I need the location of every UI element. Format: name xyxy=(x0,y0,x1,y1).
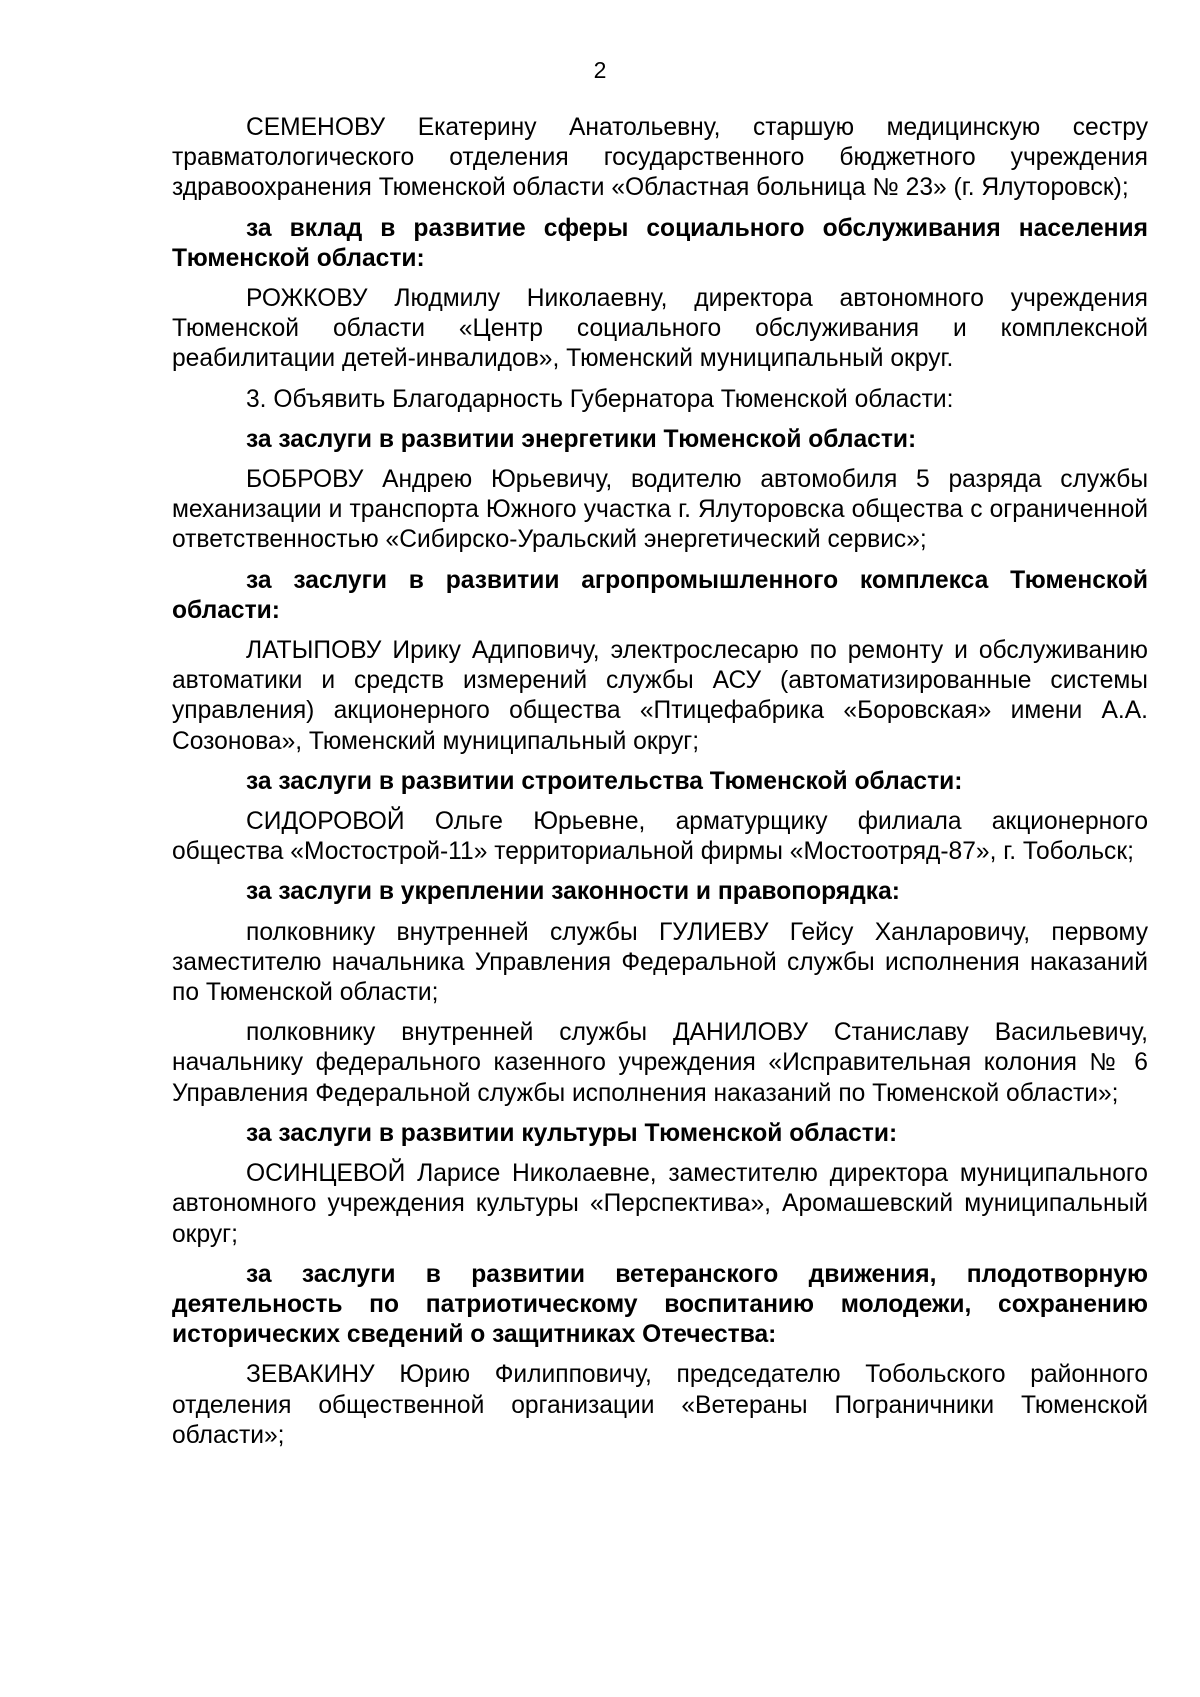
section-heading-culture: за заслуги в развитии культуры Тюменской области: xyxy=(246,1119,898,1147)
section-heading-agro: за заслуги в развитии агропромышленного комплекса Тюменской области: xyxy=(172,566,1148,624)
document-body xyxy=(172,113,1148,1461)
paragraph-rozhkova: РОЖКОВУ Людмилу Николаевну, директора автономного учреждения Тюменской области «Центр социального обслуживания и комплексной реабилитации детей-инвалидов», Тюменский муниципальный округ. xyxy=(172,285,1148,373)
paragraph-latypov: ЛАТЫПОВУ Ирику Адиповичу, электрослесарю по ремонту и обслуживанию автоматики и средств измерений службы АСУ (автоматизированные системы управления) акционерного общества «Птицефабрика «Боровская» имени А.А. Созонова», Тюменский муниципальный округ; xyxy=(172,637,1148,755)
paragraph-guliev: полковнику внутренней службы ГУЛИЕВУ Гейсу Ханларовичу, первому заместителю начальника Управления Федеральной службы исполнения наказаний по Тюменской области; xyxy=(172,918,1148,1007)
section-heading-social-services: за вклад в развитие сферы социального обслуживания населения Тюменской области: xyxy=(172,214,1148,272)
paragraph-zevakin: ЗЕВАКИНУ Юрию Филипповичу, председателю Тобольского районного отделения общественной организации «Ветераны Пограничники Тюменской области»; xyxy=(172,1361,1148,1449)
paragraph-sidorova: СИДОРОВОЙ Ольге Юрьевне, арматурщику филиала акционерного общества «Мостострой-11» территориальной фирмы «Мостоотряд-87», г. Тобольск; xyxy=(172,808,1148,866)
section-heading-construction: за заслуги в развитии строительства Тюменской области: xyxy=(246,767,963,795)
paragraph-semenova: СЕМЕНОВУ Екатерину Анатольевну, старшую медицинскую сестру травматологического отделения государственного бюджетного учреждения здравоохранения Тюменской области «Областная больница № 23» (г. Ялуторовск); xyxy=(172,114,1148,202)
paragraph-item-3: 3. Объявить Благодарность Губернатора Тюменской области: xyxy=(246,385,954,413)
section-heading-law: за заслуги в укреплении законности и правопорядка: xyxy=(246,878,900,906)
page-number: 2 xyxy=(593,57,607,83)
section-heading-energy: за заслуги в развитии энергетики Тюменской области: xyxy=(246,425,917,453)
paragraph-danilov: полковнику внутренней службы ДАНИЛОВУ Станиславу Васильевичу, начальнику федерального казенного учреждения «Исправительная колония № 6 Управления Федеральной службы исполнения наказаний по Тюменской области»; xyxy=(172,1019,1148,1107)
paragraph-osintseva: ОСИНЦЕВОЙ Ларисе Николаевне, заместителю директора муниципального автономного учреждения культуры «Перспектива», Аромашевский муниципальный округ; xyxy=(172,1160,1148,1248)
section-heading-veterans: за заслуги в развитии ветеранского движения, плодотворную деятельность по патриотическому воспитанию молодежи, сохранению исторических сведений о защитниках Отечества: xyxy=(172,1260,1148,1349)
paragraph-bobrov: БОБРОВУ Андрею Юрьевичу, водителю автомобиля 5 разряда службы механизации и транспорта Южного участка г. Ялуторовска общества с ограниченной ответственностью «Сибирско-Уральский энергетический сервис»; xyxy=(172,466,1148,554)
